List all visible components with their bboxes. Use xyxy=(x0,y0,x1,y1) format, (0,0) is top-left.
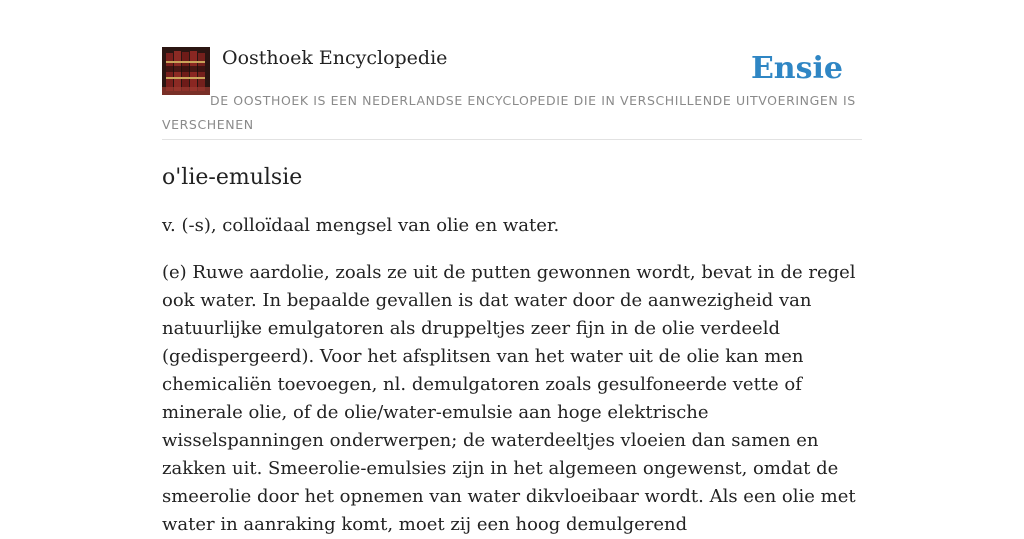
entry-definition: v. (-s), colloïdaal mengsel van olie en water. xyxy=(162,215,560,236)
encyclopedia-avatar[interactable] xyxy=(162,47,210,95)
site-name[interactable]: Oosthoek Encyclopedie xyxy=(222,47,448,69)
entry-title: o'lie-emulsie xyxy=(162,165,303,190)
site-header xyxy=(162,46,862,140)
book-spines-icon xyxy=(162,47,210,95)
brand-logo[interactable]: Ensie xyxy=(750,51,843,86)
entry-body: (e) Ruwe aardolie, zoals ze uit de putten gewonnen wordt, bevat in de regel ook water. In bepaalde gevallen is dat water door de aanwezigheid van natuurlijke emulgatoren als druppeltjes zeer fijn in de olie verdeeld (gedispergeerd). Voor het afsplitsen van het water uit de olie kan men chemicaliën toevoegen, nl. demulgatoren zoals gesulfoneerde vette of minerale olie, of de olie/water-emulsie aan hoge elektrische wisselspanningen onderwerpen; de waterdeeltjes vloeien dan samen en zakken uit. Smeerolie-emulsies zijn in het algemeen ongewenst, omdat de smeerolie door het opnemen van water dikvloeibaar wordt. Als een olie met water in aanraking komt, moet zij een hoog demulgerend xyxy=(162,262,856,535)
site-tagline: DE OOSTHOEK IS EEN NEDERLANDSE ENCYCLOPEDIE DIE IN VERSCHILLENDE UITVOERINGEN IS VERSCHENEN xyxy=(162,93,856,132)
article xyxy=(162,160,862,539)
